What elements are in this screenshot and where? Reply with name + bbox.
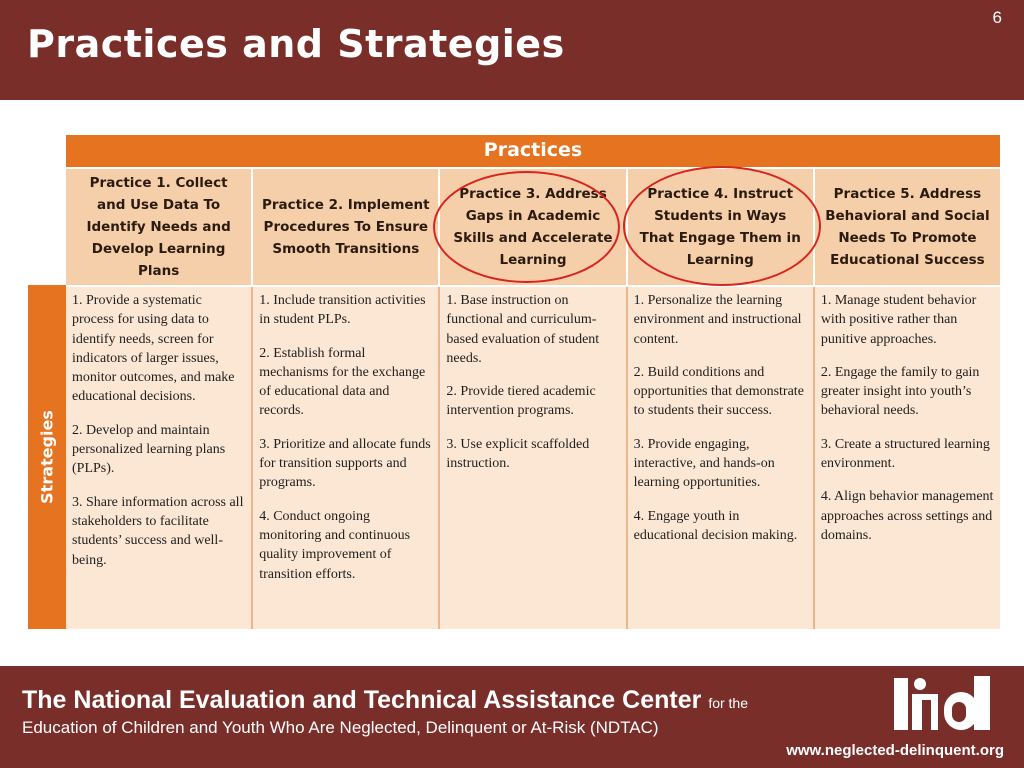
footer-org-name [22,686,748,715]
practice-2-strategies [253,287,440,629]
practice-headings-row [66,169,1000,285]
strategy-item: 1. Personalize the learning environment and instructional content. [633,293,802,347]
strategy-item: 4. Engage youth in educational decision making. [633,508,798,543]
table-corner [28,135,66,285]
title-bar [0,0,1024,100]
practice-3-strategies [440,287,627,629]
strategy-item: 2. Engage the family to gain greater insight into youth’s behavioral needs. [820,364,980,419]
practice-5-heading: Practice 5. Address Behavioral and Social Needs To Promote Educational Success [825,186,990,268]
practice-4-strategies [628,287,815,629]
strategies-side-label: Strategies [37,410,57,504]
slide-title: Practices and Strategies [27,22,565,66]
footer-org-subtitle: Education of Children and Youth Who Are Neglected, Delinquent or At-Risk (NDTAC) [22,718,659,737]
strategies-side-band [28,285,66,629]
strategy-item: 3. Provide engaging, interactive, and hands-on learning opportunities. [633,436,775,491]
page-number: 6 [992,8,1002,27]
practice-2-heading: Practice 2. Implement Procedures To Ensure Smooth Transitions [253,169,440,285]
footer-website-link[interactable]: www.neglected-delinquent.org [786,742,1004,759]
strategy-item: 2. Develop and maintain personalized learning plans (PLPs). [72,422,226,477]
strategy-item: 2. Establish formal mechanisms for the exchange of educational data and records. [259,345,426,419]
practice-3-heading: Practice 3. Address Gaps in Academic Skills and Accelerate Learning [440,169,627,285]
footer-bar [0,666,1024,768]
practices-table [28,135,1000,629]
strategy-item: 3. Share information across all stakeholders to facilitate students’ success and well-being. [72,494,244,568]
practices-band [66,135,1000,169]
strategy-item: 4. Align behavior management approaches across settings and domains. [820,489,994,543]
footer-org-title: The National Evaluation and Technical Assistance Center [22,686,702,714]
strategy-item: 1. Include transition activities in student PLPs. [259,293,426,328]
practice-5-strategies [815,287,1000,629]
practice-1-heading: Practice 1. Collect and Use Data To Identify Needs and Develop Learning Plans [66,169,253,285]
ndtac-logo-icon [894,674,1000,736]
strategies-row [66,285,1000,629]
strategy-item: 3. Use explicit scaffolded instruction. [446,436,590,472]
practice-4-heading: Practice 4. Instruct Students in Ways That Engage Them in Learning [628,169,815,285]
strategy-item: 1. Manage student behavior with positive rather than punitive approaches. [820,293,977,347]
practice-1-strategies [66,287,253,629]
practices-band-label: Practices [483,139,583,161]
strategy-item: 2. Build conditions and opportunities that demonstrate to students their success. [633,364,804,419]
footer-org-suffix: for the [708,695,749,711]
strategy-item: 1. Base instruction on functional and curriculum-based evaluation of student needs. [446,293,600,366]
strategy-item: 3. Prioritize and allocate funds for transition supports and programs. [259,436,431,491]
strategy-item: 3. Create a structured learning environment. [820,436,990,472]
strategy-item: 4. Conduct ongoing monitoring and continuous quality improvement of transition efforts. [259,508,411,582]
strategy-item: 1. Provide a systematic process for using data to identify needs, screen for indicators of larger issues, monitor outcomes, and make educational decisions. [72,293,235,405]
strategy-item: 2. Provide tiered academic intervention programs. [446,384,596,419]
